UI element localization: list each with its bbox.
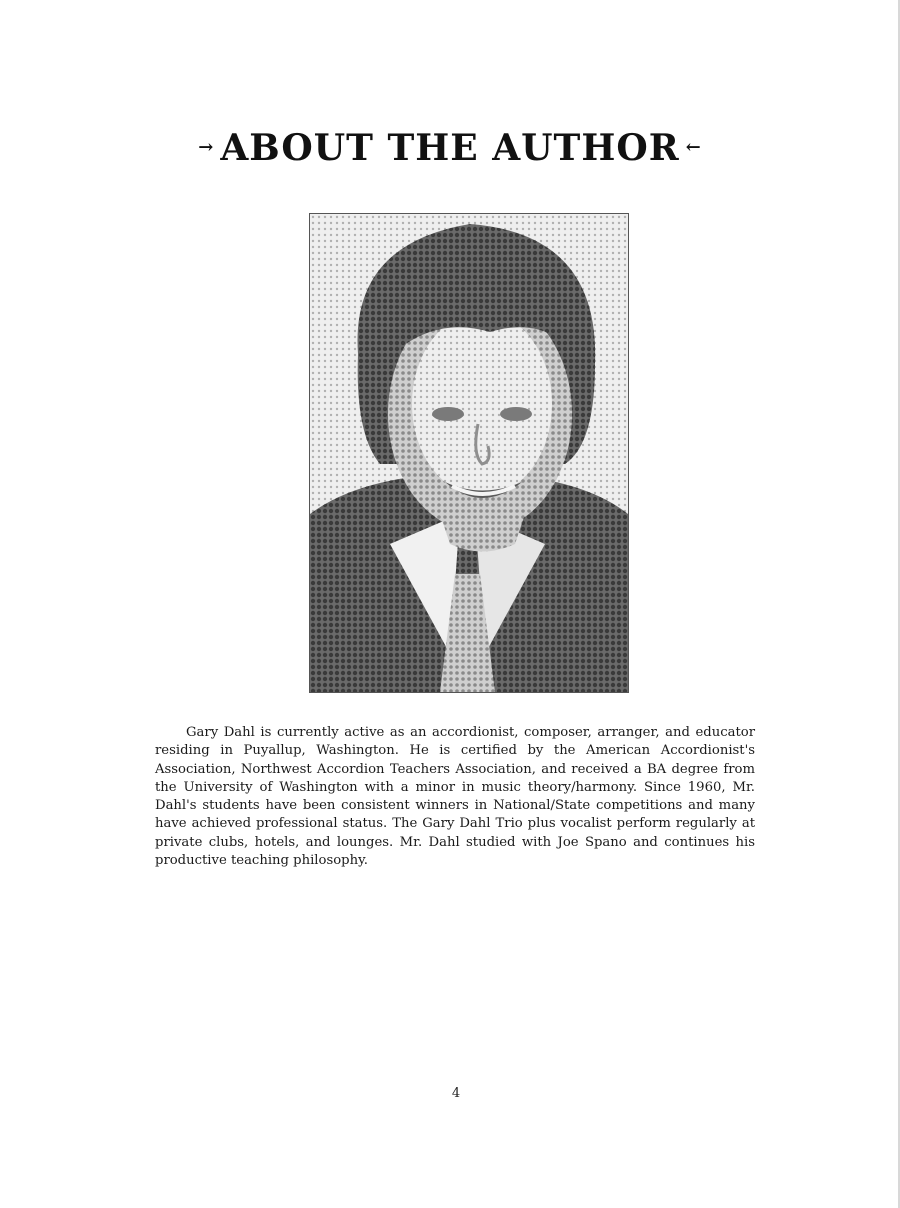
page-title: [0, 124, 900, 175]
page-number: 4: [451, 1086, 461, 1101]
author-portrait-icon: [310, 214, 628, 692]
author-bio: Gary Dahl is currently active as an accordionist, composer, arranger, and educator residing in Puyallup, Washington. He is certified by the American Accordionist's Association, Northwest Accordion Teachers Association, and received a BA degree from the University of Washington with a minor in music theory/harmony. Since 1960, Mr. Dahl's students have been consistent winners in National/State competitions and many have achieved professional status. The Gary Dahl Trio plus vocalist perform regularly at private clubs, hotels, and lounges. Mr. Dahl studied with Joe Spano and continues his productive teaching philosophy.: [155, 725, 755, 869]
page-title-text: ABOUT THE AUTHOR: [220, 127, 680, 170]
title-right-ornament: ←: [685, 137, 702, 159]
author-photo: [309, 213, 629, 693]
title-left-ornament: →: [198, 137, 215, 159]
